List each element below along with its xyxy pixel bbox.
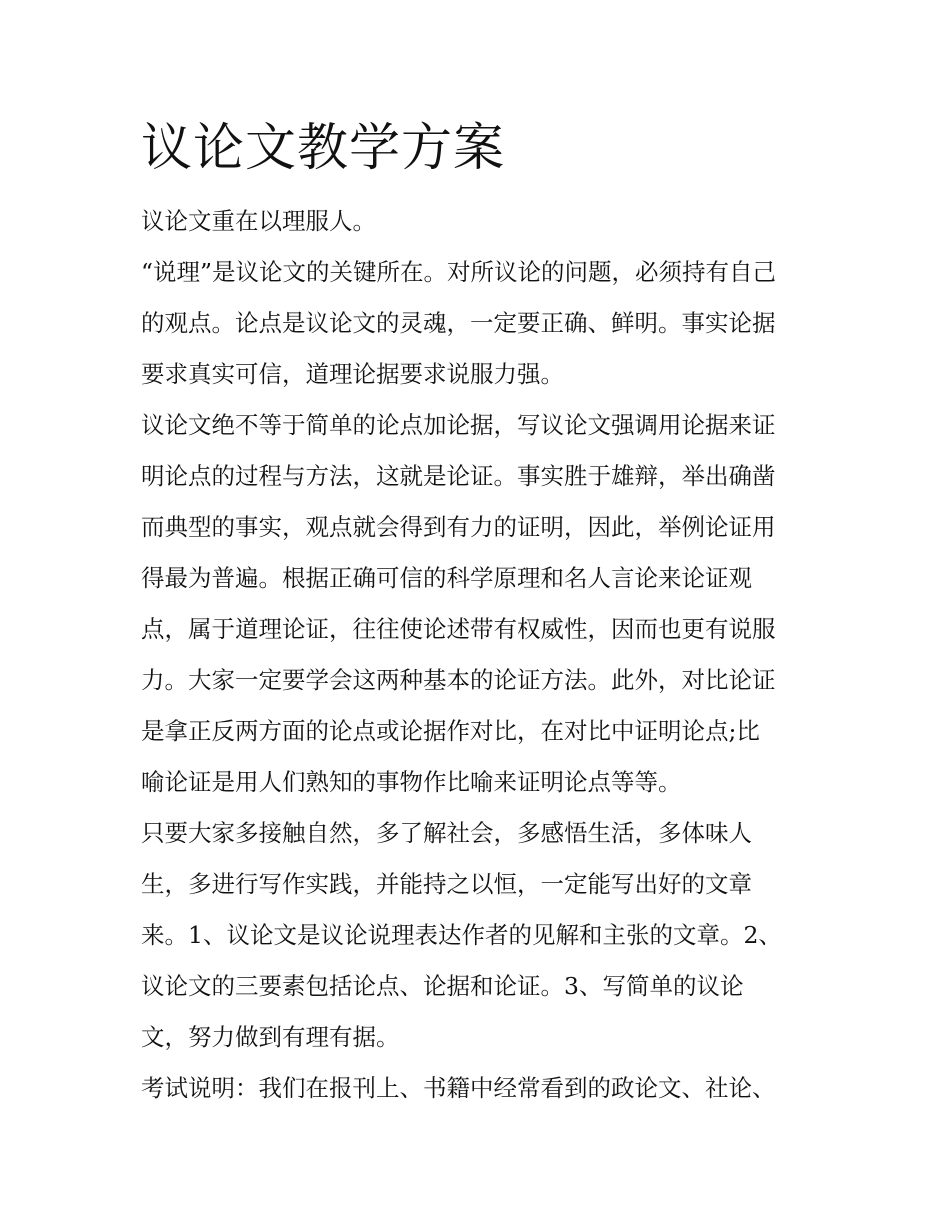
text-line: 议论文重在以理服人。: [141, 207, 376, 235]
text-line: 来。1、议论文是议论说理表达作者的见解和主张的文章。2、: [141, 921, 782, 949]
paragraph-argumentation: [141, 400, 821, 808]
document-body: [141, 118, 821, 1114]
text-line: 只要大家多接触自然，多了解社会，多感悟生活，多体味人: [141, 819, 752, 847]
text-line: 得最为普遍。根据正确可信的科学原理和名人言论来论证观: [141, 564, 752, 592]
text-line: 要求真实可信，道理论据要求说服力强。: [141, 360, 564, 388]
paragraph-reasoning: [141, 247, 821, 400]
paragraph-intro: [141, 196, 821, 247]
paragraph-practice: [141, 808, 821, 1063]
text-line: 力。大家一定要学会这两种基本的论证方法。此外，对比论证: [141, 666, 776, 694]
document-title: 议论文教学方案: [141, 119, 506, 178]
paragraph-exam-notes: [141, 1063, 821, 1114]
text-line: 明论点的过程与方法，这就是论证。事实胜于雄辩，举出确凿: [141, 462, 776, 490]
text-line: 文，努力做到有理有据。: [141, 1023, 400, 1051]
text-line: 喻论证是用人们熟知的事物作比喻来证明论点等等。: [141, 768, 682, 796]
text-line: 是拿正反两方面的论点或论据作对比，在对比中证明论点;比: [141, 717, 760, 745]
text-line: 议论文的三要素包括论点、论据和论证。3、写简单的议论: [141, 972, 744, 1000]
text-line: 议论文绝不等于简单的论点加论据，写议论文强调用论据来证: [141, 411, 776, 439]
text-line: 考试说明：我们在报刊上、书籍中经常看到的政论文、社论、: [141, 1074, 776, 1102]
text-line: 的观点。论点是议论文的灵魂，一定要正确、鲜明。事实论据: [141, 309, 776, 337]
text-line: 点，属于道理论证，往往使论述带有权威性，因而也更有说服: [141, 615, 776, 643]
text-line: “说理”是议论文的关键所在。对所议论的问题，必须持有自己: [141, 258, 777, 286]
text-line: 生，多进行写作实践，并能持之以恒，一定能写出好的文章: [141, 870, 752, 898]
text-line: 而典型的事实，观点就会得到有力的证明，因此，举例论证用: [141, 513, 776, 541]
